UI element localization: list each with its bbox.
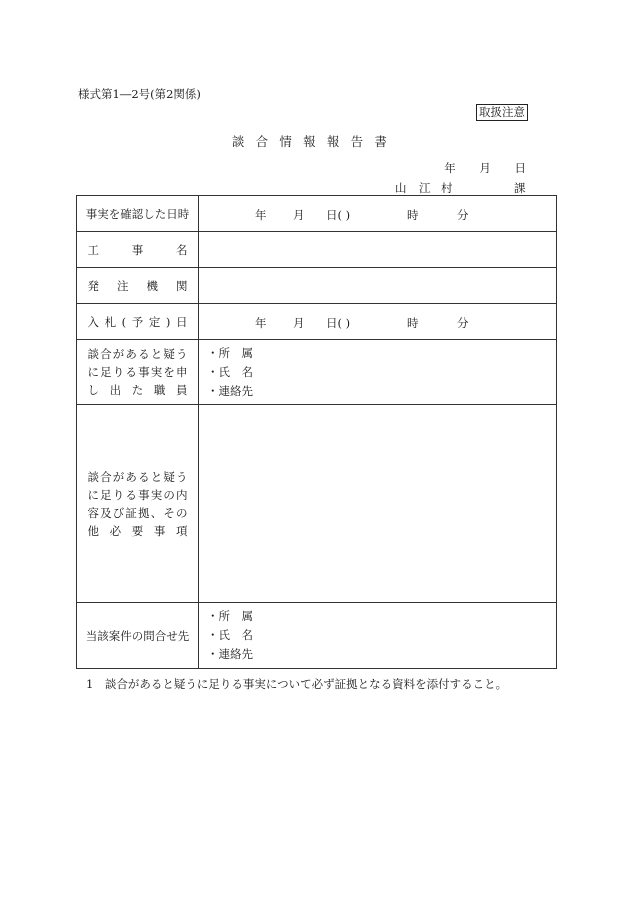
bid-hour: 時 — [407, 315, 419, 330]
bullet-name: ・氏 名 — [207, 628, 253, 642]
dt-year: 年 — [255, 207, 267, 222]
label-details — [77, 405, 199, 603]
label-line-3: し 出 た 職 員 — [87, 383, 188, 397]
label-line-3: 容及び証拠、その — [87, 505, 188, 520]
field-reporting-staff[interactable] — [199, 340, 557, 405]
field-confirm-datetime[interactable] — [199, 196, 557, 232]
field-orderer[interactable] — [199, 268, 557, 304]
label-line-1: 談合があると疑う — [87, 469, 188, 484]
bullet-contact: ・連絡先 — [207, 383, 253, 398]
bullet-contact: ・連絡先 — [207, 647, 253, 661]
dt-minute: 分 — [457, 207, 469, 222]
bid-month: 月 — [293, 315, 305, 330]
label-work-name: 工事名 — [77, 232, 199, 268]
label-confirm-datetime: 事実を確認した日時 — [77, 196, 199, 232]
row-contact — [77, 603, 557, 669]
row-work-name — [77, 232, 557, 268]
bullet-name: ・氏 名 — [207, 364, 253, 379]
row-bid-date — [77, 304, 557, 340]
label-orderer: 発注機関 — [77, 268, 199, 304]
bid-day: 日( ) — [326, 315, 351, 330]
report-date — [424, 160, 526, 176]
field-contact[interactable] — [199, 603, 557, 669]
dept-char-1: 山 — [395, 181, 407, 195]
dept-char-3: 村 — [441, 181, 453, 195]
label-line-4: 他 必 要 事 項 — [87, 523, 188, 538]
month-label: 月 — [479, 161, 491, 175]
dept-char-4: 課 — [514, 181, 526, 195]
bullet-affiliation: ・所 属 — [207, 345, 253, 360]
form-number: 様式第1―2号(第2関係) — [78, 87, 201, 101]
bid-minute: 分 — [457, 315, 469, 330]
dept-char-2: 江 — [419, 181, 431, 195]
footnote: 1 談合があると疑うに足りる事実について必ず証拠となる資料を添付すること。 — [86, 677, 508, 691]
bid-year: 年 — [255, 315, 267, 330]
label-contact: 当該案件の問合せ先 — [77, 603, 199, 669]
label-line-2: に足りる事実を申 — [87, 365, 188, 379]
year-label: 年 — [444, 161, 456, 175]
bullet-affiliation: ・所 属 — [207, 609, 253, 623]
day-label: 日 — [514, 161, 526, 175]
row-orderer — [77, 268, 557, 304]
label-reporting-staff — [77, 340, 199, 405]
row-reporting-staff — [77, 340, 557, 405]
field-bid-date[interactable] — [199, 304, 557, 340]
dt-month: 月 — [293, 207, 305, 222]
row-details — [77, 405, 557, 603]
dt-day: 日( ) — [326, 207, 351, 222]
label-bid-date: 入札(予定)日 — [77, 304, 199, 340]
dt-hour: 時 — [407, 207, 419, 222]
field-work-name[interactable] — [199, 232, 557, 268]
label-line-1: 談合があると疑う — [87, 347, 188, 361]
field-details[interactable] — [199, 405, 557, 603]
document-title: 談合情報報告書 — [231, 134, 399, 149]
row-confirm-datetime — [77, 196, 557, 232]
handling-caution-stamp: 取扱注意 — [476, 104, 528, 121]
label-line-2: に足りる事実の内 — [87, 487, 188, 502]
report-form-table — [76, 195, 557, 669]
